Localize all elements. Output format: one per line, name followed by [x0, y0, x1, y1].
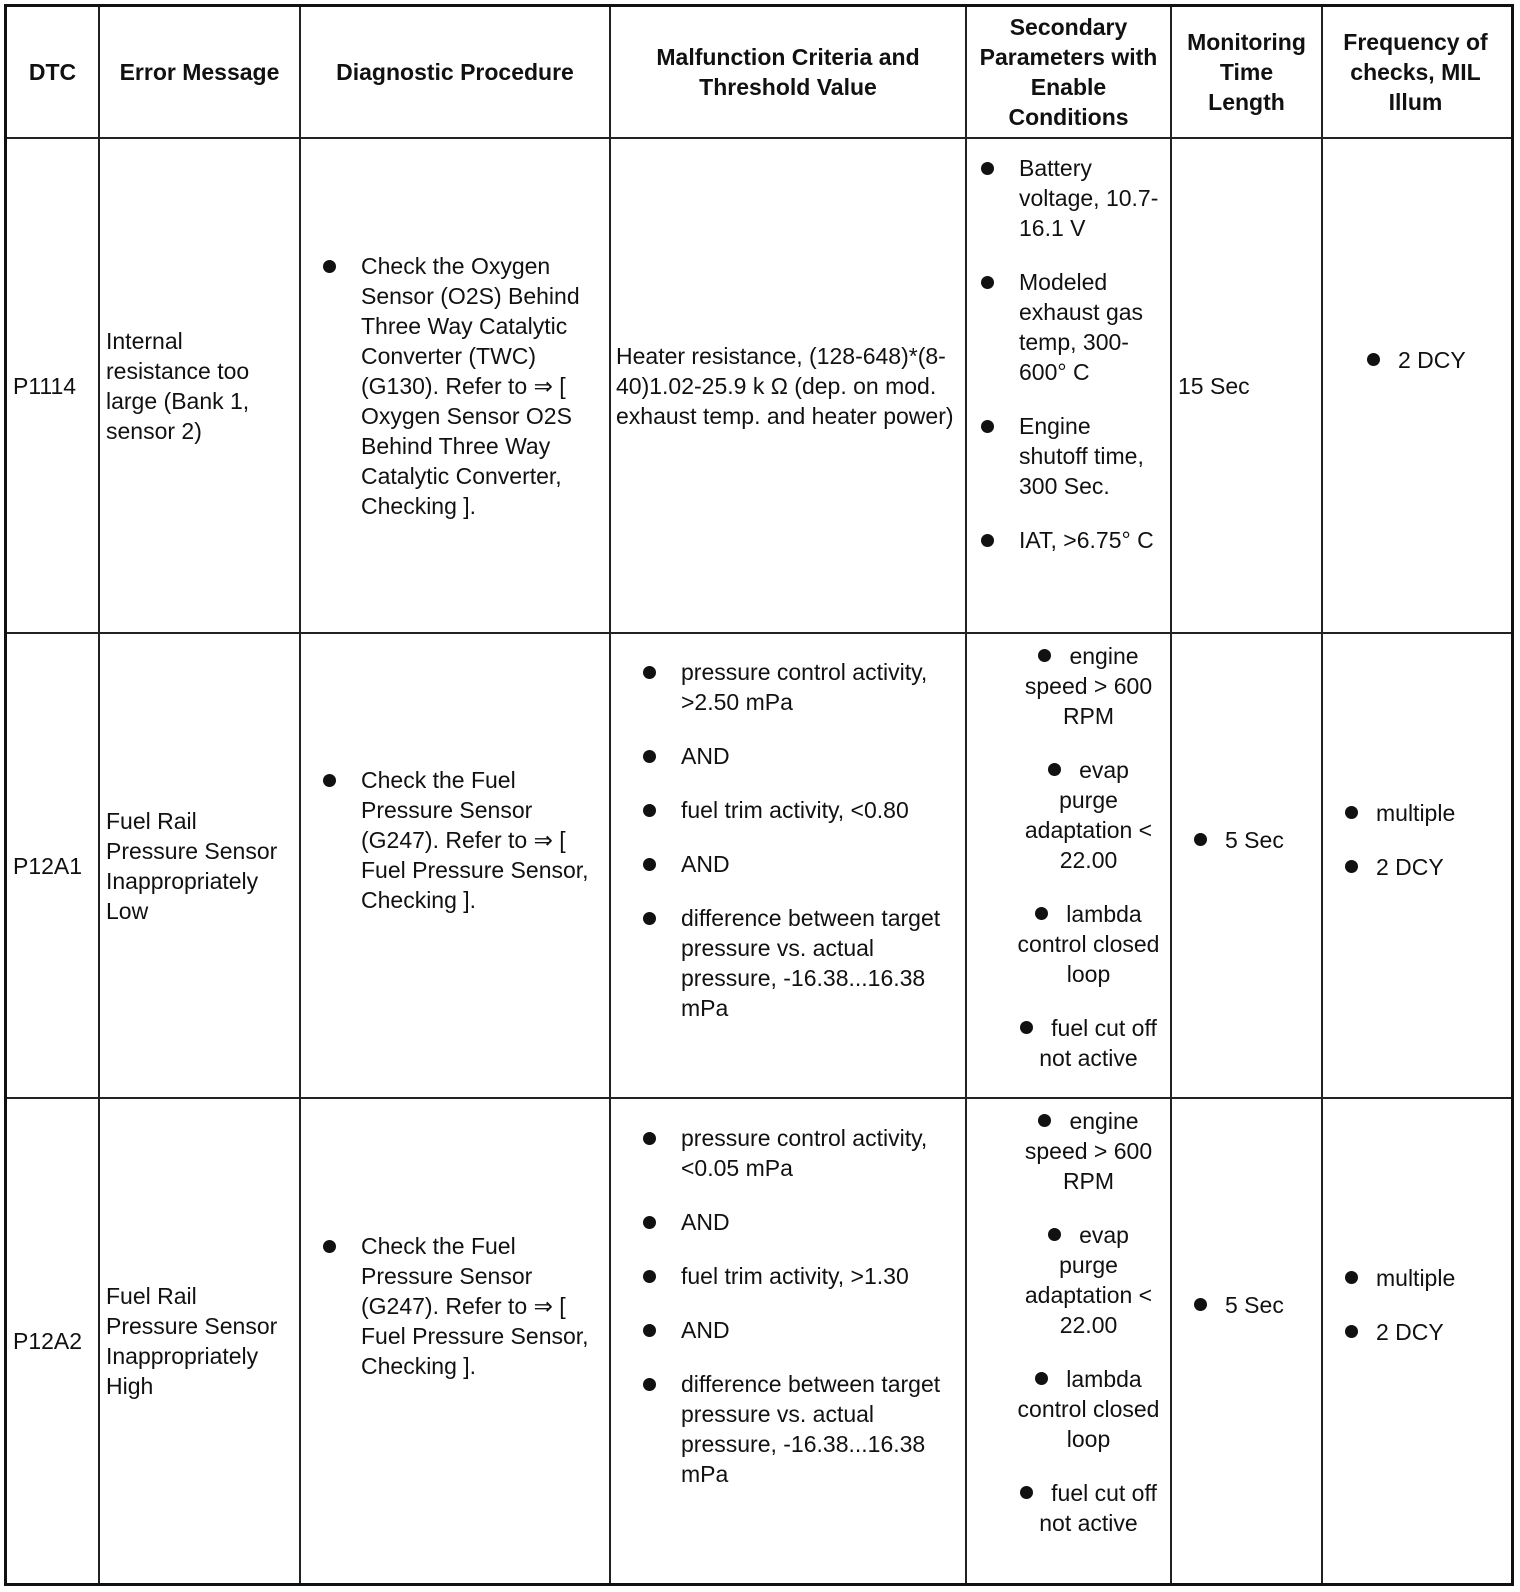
bullet-icon	[1020, 1486, 1033, 1499]
criteria-item: AND	[631, 1315, 957, 1345]
criteria-item: difference between target pressure vs. actual pressure, -16.38...16.38 mPa	[631, 903, 957, 1023]
bullet-icon	[1035, 1372, 1048, 1385]
bullet-icon	[1345, 860, 1358, 873]
criteria-item: pressure control activity, <0.05 mPa	[631, 1123, 957, 1183]
dtc-code: P1114	[13, 372, 77, 399]
header-diagnostic-procedure: Diagnostic Procedure	[336, 59, 574, 85]
error-message: Internal resistance too large (Bank 1, sensor 2)	[106, 327, 250, 444]
secondary-item: evap purge adaptation < 22.00	[1024, 1222, 1153, 1338]
dtc-table	[4, 4, 1514, 1586]
procedure-item: Check the Fuel Pressure Sensor (G247). Refer to ⇒ [ Fuel Pressure Sensor, Checking ].	[311, 1231, 603, 1381]
bullet-icon	[1345, 1271, 1358, 1284]
secondary-cell	[967, 153, 1170, 623]
frequency-item: 2 DCY	[1376, 1319, 1444, 1345]
frequency-item: 2 DCY	[1376, 854, 1444, 880]
bullet-icon	[1038, 649, 1051, 662]
procedure-cell	[301, 139, 609, 632]
frequency-cell	[1323, 798, 1508, 882]
criteria-cell	[611, 1123, 965, 1489]
secondary-cell	[967, 1106, 1170, 1538]
bullet-icon	[1038, 1114, 1051, 1127]
error-message-cell	[100, 139, 299, 632]
secondary-item: engine speed > 600 RPM	[1024, 643, 1153, 729]
criteria-item: difference between target pressure vs. actual pressure, -16.38...16.38 mPa	[631, 1369, 957, 1489]
procedure-cell	[301, 1231, 609, 1381]
error-message-cell	[100, 1099, 299, 1583]
criteria-item: fuel trim activity, >1.30	[631, 1261, 957, 1291]
monitoring-time-value: 5 Sec	[1225, 1292, 1284, 1318]
monitoring-time-value: 5 Sec	[1225, 827, 1284, 853]
secondary-item: lambda control closed loop	[1017, 901, 1160, 987]
criteria-item: pressure control activity, >2.50 mPa	[631, 657, 957, 717]
bullet-icon	[1035, 907, 1048, 920]
header-error-message: Error Message	[119, 59, 280, 85]
secondary-item: lambda control closed loop	[1017, 1366, 1160, 1452]
header-frequency: Frequency of checks, MIL Illum	[1343, 29, 1488, 115]
secondary-item: evap purge adaptation < 22.00	[1024, 757, 1153, 873]
header-monitoring-time: Monitoring Time Length	[1187, 29, 1306, 115]
secondary-item: fuel cut off not active	[1039, 1015, 1157, 1071]
bullet-icon	[1048, 763, 1061, 776]
criteria-item: AND	[631, 741, 957, 771]
bullet-icon	[1345, 806, 1358, 819]
dtc-code: P12A1	[13, 852, 83, 879]
error-message-cell	[100, 634, 299, 1097]
secondary-item: fuel cut off not active	[1039, 1480, 1157, 1536]
dtc-code: P12A2	[13, 1328, 83, 1354]
procedure-item: Check the Oxygen Sensor (O2S) Behind Three Way Catalytic Converter (TWC) (G130). Refer to ⇒ [ Oxygen Sensor O2S Behind Three Way Catalytic Converter, Checking ].	[311, 251, 603, 521]
criteria-item: fuel trim activity, <0.80	[631, 795, 957, 825]
bullet-icon	[1345, 1325, 1358, 1338]
procedure-cell	[301, 765, 609, 915]
criteria-item: AND	[631, 849, 957, 879]
error-message: Fuel Rail Pressure Sensor Inappropriately High	[106, 1283, 278, 1399]
frequency-cell	[1323, 1263, 1508, 1347]
frequency-item: multiple	[1376, 1265, 1456, 1291]
header-dtc: DTC	[28, 59, 77, 85]
bullet-icon	[1367, 353, 1380, 366]
procedure-item: Check the Fuel Pressure Sensor (G247). Refer to ⇒ [ Fuel Pressure Sensor, Checking ].	[311, 765, 603, 915]
monitoring-time-value: 15 Sec	[1178, 372, 1250, 399]
secondary-item: Modeled exhaust gas temp, 300-600° C	[969, 267, 1162, 387]
criteria-item: AND	[631, 1207, 957, 1237]
secondary-item: IAT, >6.75° C	[969, 525, 1162, 555]
header-malfunction-criteria: Malfunction Criteria and Threshold Value	[656, 44, 920, 100]
frequency-cell	[1323, 345, 1508, 375]
bullet-icon	[1194, 833, 1207, 846]
monitoring-time	[1172, 825, 1321, 855]
bullet-icon	[1194, 1298, 1207, 1311]
secondary-item: Battery voltage, 10.7-16.1 V	[969, 153, 1162, 243]
monitoring-time	[1172, 1290, 1321, 1320]
bullet-icon	[1048, 1228, 1061, 1241]
frequency-item: multiple	[1376, 800, 1456, 826]
error-message: Fuel Rail Pressure Sensor Inappropriately Low	[106, 807, 278, 924]
monitoring-time	[1172, 139, 1321, 632]
secondary-item: Engine shutoff time, 300 Sec.	[969, 411, 1162, 501]
bullet-icon	[1020, 1021, 1033, 1034]
criteria-cell	[611, 139, 965, 632]
frequency-item: 2 DCY	[1398, 347, 1466, 373]
secondary-item: engine speed > 600 RPM	[1024, 1108, 1153, 1194]
header-secondary-parameters: Secondary Parameters with Enable Conditions	[979, 14, 1158, 130]
criteria-text: Heater resistance, (128-648)*(8-40)1.02-25.9 k Ω (dep. on mod. exhaust temp. and heater power)	[616, 342, 954, 429]
criteria-cell	[611, 657, 965, 1023]
secondary-cell	[967, 641, 1170, 1073]
